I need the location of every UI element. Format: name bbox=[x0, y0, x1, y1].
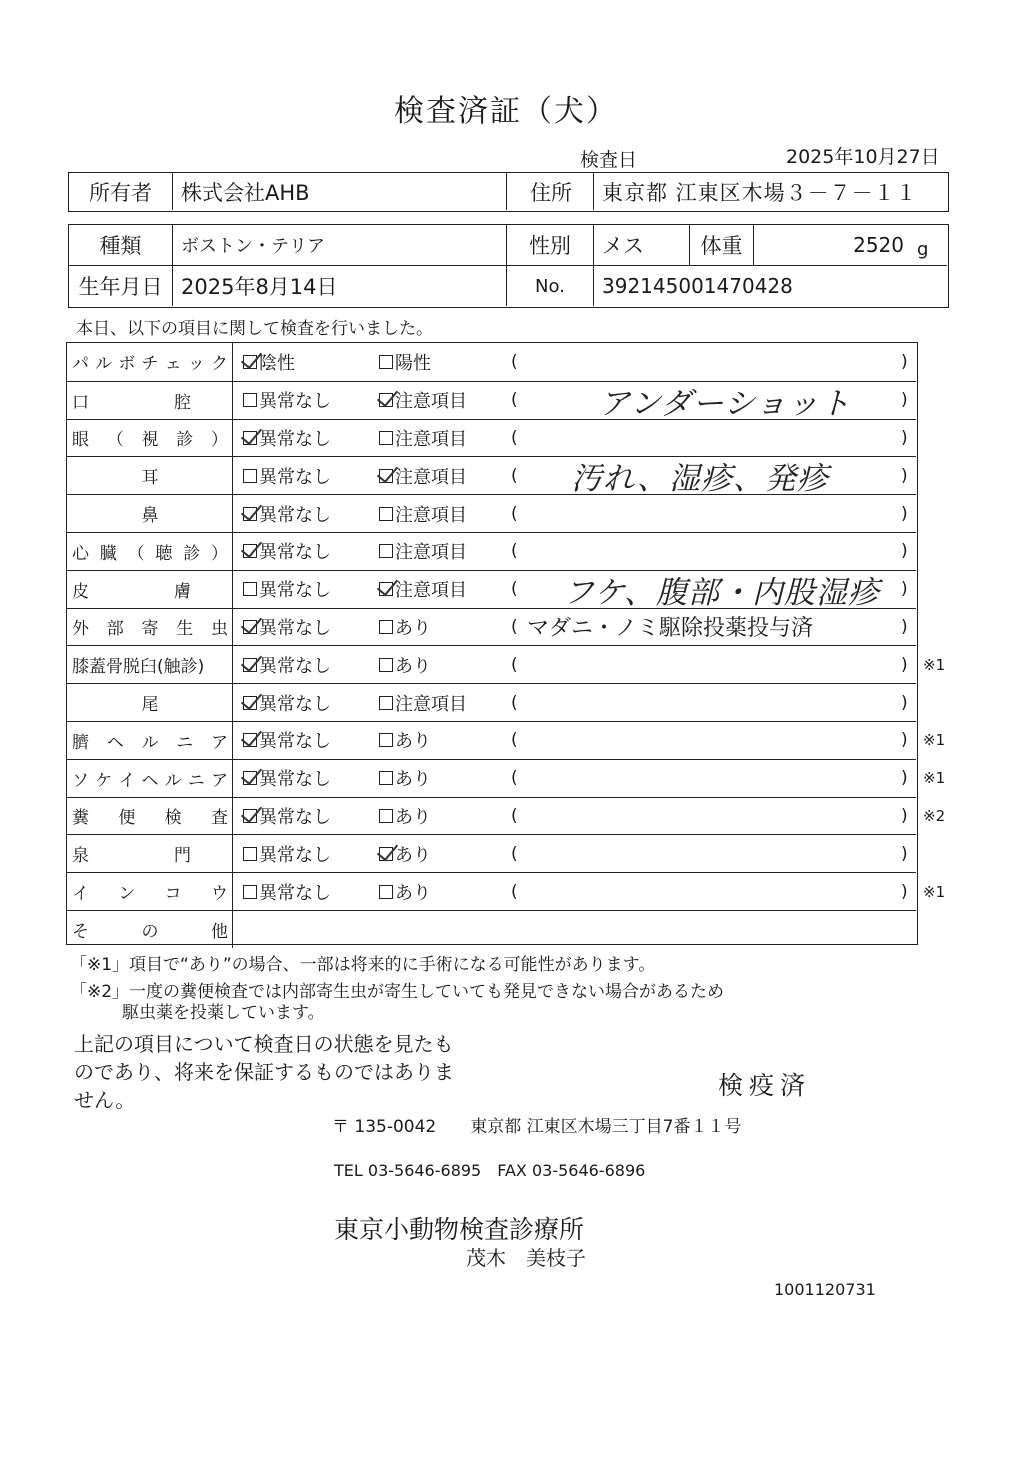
owner-value: 株式会社AHB bbox=[181, 180, 310, 205]
option-label: 異常なし bbox=[259, 542, 331, 564]
row-label: 尾 bbox=[67, 684, 233, 721]
checkbox[interactable] bbox=[243, 507, 257, 521]
checkbox[interactable] bbox=[379, 885, 393, 899]
paren-open: ( bbox=[511, 805, 518, 826]
table-row bbox=[67, 608, 916, 646]
checkbox[interactable] bbox=[243, 582, 257, 596]
table-row bbox=[67, 759, 946, 797]
checkbox-option[interactable] bbox=[379, 420, 467, 457]
paren-close: ) bbox=[901, 843, 908, 864]
checkbox-option[interactable] bbox=[243, 646, 331, 683]
paren-close: ) bbox=[901, 881, 908, 902]
breed-label: 種類 bbox=[99, 234, 142, 258]
paren-open: ( bbox=[511, 541, 518, 562]
table-row bbox=[67, 645, 946, 683]
option-label: 注意項目 bbox=[395, 428, 467, 450]
checkbox-option[interactable] bbox=[243, 609, 331, 646]
paren-close: ) bbox=[901, 654, 908, 675]
table-row bbox=[67, 721, 946, 759]
row-label: 糞 便 検 査 bbox=[67, 798, 233, 835]
row-label: 心 臓 （ 聴 診 ） bbox=[67, 533, 233, 570]
paren-close: ) bbox=[901, 541, 908, 562]
checkbox[interactable] bbox=[379, 544, 393, 558]
row-note: ※1 bbox=[923, 769, 946, 788]
paren-open: ( bbox=[511, 427, 518, 448]
row-label: 皮 膚 bbox=[67, 571, 233, 608]
paren-close: ) bbox=[901, 692, 908, 713]
page-title: 検査済証（犬） bbox=[394, 94, 618, 129]
no-value: 392145001470428 bbox=[602, 274, 793, 298]
row-label: パ ル ボ チ ェ ッ ク bbox=[67, 343, 233, 381]
checkbox[interactable] bbox=[243, 658, 257, 672]
option-label: 異常なし bbox=[259, 391, 331, 413]
checkbox[interactable] bbox=[243, 847, 257, 861]
option-label: 異常なし bbox=[259, 580, 331, 602]
checkbox[interactable] bbox=[243, 355, 257, 369]
checkbox[interactable] bbox=[243, 771, 257, 785]
paren-open: ( bbox=[511, 465, 518, 486]
checkbox-option[interactable] bbox=[243, 571, 331, 608]
dob-label: 生年月日 bbox=[78, 275, 163, 299]
paren-open: ( bbox=[511, 351, 518, 372]
option-label: 異常なし bbox=[259, 769, 331, 791]
paren-close: ) bbox=[901, 427, 908, 448]
checkbox-option[interactable] bbox=[379, 495, 467, 532]
checkbox[interactable] bbox=[379, 620, 393, 634]
table-row bbox=[67, 910, 916, 948]
checkbox[interactable] bbox=[243, 696, 257, 710]
checkbox-option[interactable] bbox=[379, 722, 431, 759]
checkbox-option[interactable] bbox=[379, 684, 467, 721]
checkbox[interactable] bbox=[243, 809, 257, 823]
paren-close: ) bbox=[901, 503, 908, 524]
weight-unit: g bbox=[917, 238, 929, 260]
table-row bbox=[67, 797, 946, 835]
checkbox-option[interactable] bbox=[379, 646, 431, 683]
paren-open: ( bbox=[511, 579, 518, 600]
option-label: 異常なし bbox=[259, 844, 331, 866]
row-note: ※1 bbox=[923, 655, 946, 674]
checkbox-option[interactable] bbox=[243, 457, 331, 494]
row-label: 鼻 bbox=[67, 495, 233, 532]
paren-close: ) bbox=[901, 465, 908, 486]
table-row bbox=[67, 532, 916, 570]
option-label: 異常なし bbox=[259, 655, 331, 677]
exam-date-label: 検査日 bbox=[580, 149, 638, 171]
checkbox[interactable] bbox=[243, 469, 257, 483]
checkbox[interactable] bbox=[243, 620, 257, 634]
row-label: 外 部 寄 生 虫 bbox=[67, 609, 233, 646]
option-label: 陽性 bbox=[395, 352, 431, 374]
paren-close: ) bbox=[901, 616, 908, 637]
row-label: 膝蓋骨脱臼(触診) bbox=[67, 646, 233, 683]
checkbox[interactable] bbox=[379, 355, 393, 369]
owner-box bbox=[68, 172, 949, 212]
sex-label: 性別 bbox=[529, 234, 571, 258]
checkbox-option[interactable] bbox=[379, 533, 467, 570]
option-label: あり bbox=[395, 731, 431, 753]
footnote-2-cont: 駆虫薬を投薬しています。 bbox=[122, 1003, 325, 1023]
paren-close: ) bbox=[901, 579, 908, 600]
checkbox[interactable] bbox=[243, 885, 257, 899]
paren-close: ) bbox=[901, 805, 908, 826]
row-label: 眼 （ 視 診 ） bbox=[67, 420, 233, 457]
row-label: イ ン コ ウ bbox=[67, 873, 233, 910]
table-row bbox=[67, 683, 916, 721]
breed-value: ボストン・テリア bbox=[181, 236, 325, 257]
clinic-address: 〒 135-0042 東京都 江東区木場三丁目7番１１号 bbox=[332, 1117, 742, 1137]
option-label: 陰性 bbox=[259, 352, 295, 374]
row-remark: マダニ・ノミ駆除投薬投与済 bbox=[527, 616, 814, 642]
address-value: 東京都 江東区木場３－７－１１ bbox=[602, 180, 918, 205]
checkbox[interactable] bbox=[379, 847, 393, 861]
row-label: ソ ケ イ ヘ ル ニ ア bbox=[67, 760, 233, 797]
paren-open: ( bbox=[511, 390, 518, 411]
paren-close: ) bbox=[901, 730, 908, 751]
intro-text: 本日、以下の項目に関して検査を行いました。 bbox=[76, 319, 433, 339]
address-label: 住所 bbox=[530, 180, 572, 205]
option-label: 注意項目 bbox=[395, 504, 467, 526]
option-label: 異常なし bbox=[259, 882, 331, 904]
checkbox-option[interactable] bbox=[379, 382, 467, 419]
option-label: 注意項目 bbox=[395, 542, 467, 564]
option-label: あり bbox=[395, 806, 431, 828]
checkbox[interactable] bbox=[379, 431, 393, 445]
option-label: 異常なし bbox=[259, 466, 331, 488]
option-label: 異常なし bbox=[259, 806, 331, 828]
checkbox-option[interactable] bbox=[243, 533, 331, 570]
owner-label: 所有者 bbox=[89, 180, 152, 205]
checkbox[interactable] bbox=[379, 696, 393, 710]
checkbox-option[interactable] bbox=[243, 420, 331, 457]
checkbox-option[interactable] bbox=[243, 343, 295, 381]
checkbox[interactable] bbox=[379, 733, 393, 747]
option-label: あり bbox=[395, 882, 431, 904]
paren-open: ( bbox=[511, 730, 518, 751]
paren-open: ( bbox=[511, 503, 518, 524]
checkbox-option[interactable] bbox=[379, 760, 431, 797]
table-row bbox=[67, 570, 916, 611]
table-row bbox=[67, 494, 916, 532]
checkbox-option[interactable] bbox=[379, 609, 431, 646]
paren-open: ( bbox=[511, 616, 518, 637]
checkbox[interactable] bbox=[379, 809, 393, 823]
weight-value: 2520 bbox=[853, 233, 904, 257]
checkbox[interactable] bbox=[379, 393, 393, 407]
exam-date: 2025年10月27日 bbox=[786, 146, 940, 168]
row-label: 泉 門 bbox=[67, 835, 233, 872]
responsible-person: 茂木 美枝子 bbox=[466, 1246, 586, 1270]
option-label: 異常なし bbox=[259, 428, 331, 450]
table-row bbox=[67, 834, 916, 872]
row-label: 口 腔 bbox=[67, 382, 233, 419]
table-row bbox=[67, 872, 946, 910]
checkbox[interactable] bbox=[379, 658, 393, 672]
option-label: あり bbox=[395, 655, 431, 677]
checkbox-option[interactable] bbox=[379, 571, 467, 608]
checkbox-option[interactable] bbox=[243, 760, 331, 797]
table-row bbox=[67, 381, 916, 422]
checkbox[interactable] bbox=[243, 733, 257, 747]
option-label: 注意項目 bbox=[395, 693, 467, 715]
inspection-table bbox=[66, 342, 946, 945]
paren-open: ( bbox=[511, 692, 518, 713]
weight-label: 体重 bbox=[700, 234, 743, 258]
option-label: あり bbox=[395, 617, 431, 639]
sex-value: メス bbox=[602, 234, 644, 258]
row-remark: フケ、腹部・内股湿疹 bbox=[563, 574, 880, 611]
table-row bbox=[67, 343, 916, 381]
footnote-2: 「※2」一度の糞便検査では内部寄生虫が寄生していても発見できない場合があるため bbox=[70, 982, 725, 1002]
paren-open: ( bbox=[511, 768, 518, 789]
option-label: 異常なし bbox=[259, 731, 331, 753]
checkbox-option[interactable] bbox=[379, 343, 431, 381]
option-label: 注意項目 bbox=[395, 391, 467, 413]
checkbox-option[interactable] bbox=[243, 835, 331, 872]
checkbox[interactable] bbox=[243, 431, 257, 445]
checkbox-option[interactable] bbox=[243, 873, 331, 910]
checkbox-option[interactable] bbox=[379, 798, 431, 835]
checkbox[interactable] bbox=[243, 393, 257, 407]
checkbox-option[interactable] bbox=[379, 457, 467, 494]
paren-open: ( bbox=[511, 881, 518, 902]
option-label: 異常なし bbox=[259, 617, 331, 639]
checkbox-option[interactable] bbox=[243, 684, 331, 721]
checkbox[interactable] bbox=[379, 771, 393, 785]
footnote-1: 「※1」項目で“あり”の場合、一部は将来的に手術になる可能性があります。 bbox=[70, 955, 656, 975]
checkbox[interactable] bbox=[379, 469, 393, 483]
row-label: そ の 他 bbox=[67, 911, 233, 948]
paren-close: ) bbox=[901, 768, 908, 789]
option-label: 異常なし bbox=[259, 504, 331, 526]
row-note: ※1 bbox=[923, 731, 946, 750]
paren-close: ) bbox=[901, 351, 908, 372]
quarantine-stamp: 検疫済 bbox=[718, 1071, 812, 1100]
row-note: ※2 bbox=[923, 806, 946, 825]
option-label: 注意項目 bbox=[395, 466, 467, 488]
checkbox-option[interactable] bbox=[243, 722, 331, 759]
checkbox[interactable] bbox=[243, 544, 257, 558]
checkbox[interactable] bbox=[379, 582, 393, 596]
row-label: 耳 bbox=[67, 457, 233, 494]
option-label: 注意項目 bbox=[395, 580, 467, 602]
option-label: 異常なし bbox=[259, 693, 331, 715]
row-remark: アンダーショット bbox=[599, 385, 852, 422]
pet-info-box bbox=[68, 224, 949, 308]
paren-open: ( bbox=[511, 843, 518, 864]
checkbox[interactable] bbox=[379, 507, 393, 521]
option-label: あり bbox=[395, 769, 431, 791]
checkbox-option[interactable] bbox=[243, 798, 331, 835]
checkbox-option[interactable] bbox=[379, 835, 431, 872]
paren-close: ) bbox=[901, 390, 908, 411]
row-note: ※1 bbox=[923, 882, 946, 901]
clinic-name: 東京小動物検査診療所 bbox=[334, 1215, 585, 1244]
checkbox-option[interactable] bbox=[379, 873, 431, 910]
row-remark: 汚れ、湿疹、発疹 bbox=[571, 461, 829, 498]
option-label: あり bbox=[395, 844, 431, 866]
dob-value: 2025年8月14日 bbox=[181, 275, 338, 299]
serial-number: 1001120731 bbox=[774, 1280, 876, 1299]
paren-open: ( bbox=[511, 654, 518, 675]
checkbox-option[interactable] bbox=[243, 495, 331, 532]
row-label: 臍 ヘ ル ニ ア bbox=[67, 722, 233, 759]
clinic-tel-fax: TEL 03-5646-6895 FAX 03-5646-6896 bbox=[334, 1161, 646, 1180]
table-row bbox=[67, 456, 916, 498]
disclaimer: 上記の項目について検査日の状態を見たものであり、将来を保証するものではありません。 bbox=[74, 1032, 454, 1112]
table-row bbox=[67, 419, 916, 457]
checkbox-option[interactable] bbox=[243, 382, 331, 419]
no-label: No. bbox=[535, 275, 565, 297]
